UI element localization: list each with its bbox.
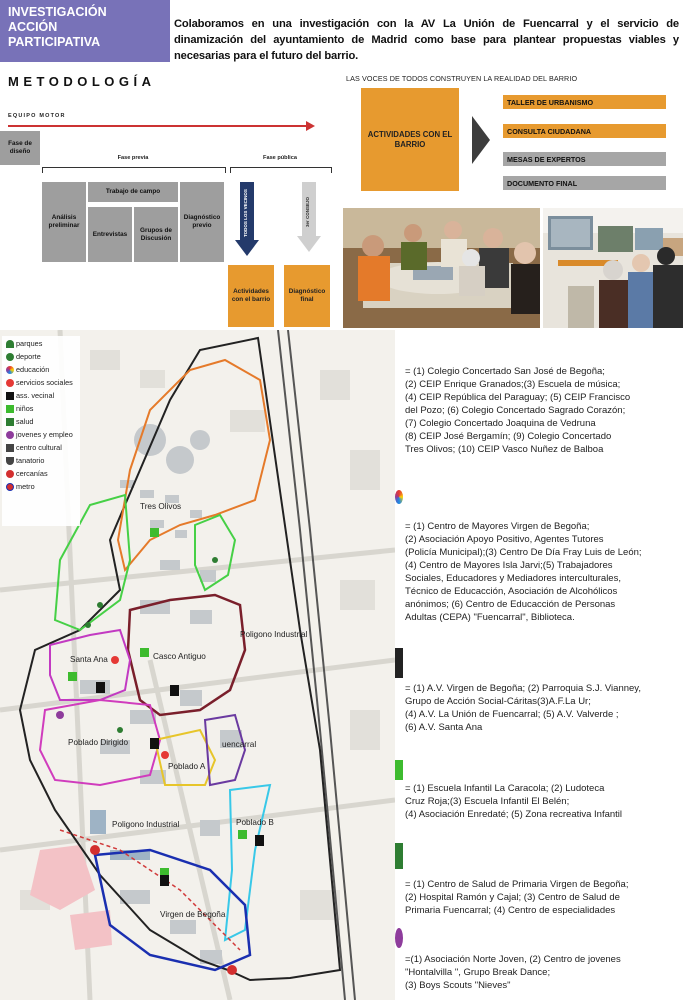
entrevistas-box: Entrevistas xyxy=(88,207,132,262)
list-servicios-sociales xyxy=(405,520,680,624)
voces-item-label: MESAS DE EXPERTOS xyxy=(507,154,586,164)
legend-item xyxy=(6,365,49,374)
fase-previa-bracket xyxy=(42,167,226,173)
metro-icon xyxy=(6,483,14,491)
legend-item xyxy=(6,417,33,426)
timeline-arrow-head xyxy=(306,121,315,131)
voces-item-consulta xyxy=(503,124,666,138)
voces-title: LAS VOCES DE TODOS CONSTRUYEN LA REALIDAD DEL BARRIO xyxy=(346,74,578,83)
trabajo-campo-box: Trabajo de campo xyxy=(88,182,178,202)
actividades-box: Actividades con el barrio xyxy=(228,265,274,327)
legend-item xyxy=(6,404,33,413)
voces-item-mesas xyxy=(503,152,666,166)
legend-label: ass. vecinal xyxy=(16,391,55,400)
legend-item xyxy=(6,378,73,387)
list-line: Cruz Roja;(3) Escuela Infantil El Belén; xyxy=(405,796,570,807)
list-line: (4) CEIP República del Paraguay; (5) CEIP Francisco xyxy=(405,392,631,403)
list-line: "Hontalvilla ", Grupo Break Dance; xyxy=(405,967,551,978)
map-label-poblado-dirigido: Poblado Dirigido xyxy=(68,738,129,747)
legend-label: cercanías xyxy=(16,469,48,478)
fase-diseno-box: Fase de diseño xyxy=(0,131,40,165)
social-icon xyxy=(6,379,14,387)
youth-icon xyxy=(6,431,14,439)
legend-label: jovenes y empleo xyxy=(16,430,73,439)
fase-publica-label: Fase pública xyxy=(263,155,297,161)
list-line: Adultas (CEPA) "Fuencarral", Biblioteca. xyxy=(405,612,575,623)
grupos-box: Grupos de Discusión xyxy=(134,207,178,262)
list-line: = (1) Colegio Concertado San José de Begoña; xyxy=(405,366,605,377)
legend-item xyxy=(6,456,44,465)
list-line: (4) A.V. La Unión de Fuencarral; (5) A.V. Valverde ; xyxy=(405,709,619,720)
equipo-motor-label: EQUIPO MOTOR xyxy=(8,113,66,119)
todos-vecinos-label: TODOS LOS VECINOS xyxy=(243,189,248,237)
map-label-poligono-2: Poligono Industrial xyxy=(112,820,180,829)
diagnostico-final-box: Diagnóstico final xyxy=(284,265,330,327)
map-label-fuencarral: uencarral xyxy=(222,740,257,749)
list-line: Grupo de Acción Social-Cáritas(3)A.F.La Ur; xyxy=(405,696,591,707)
diagnostico-previo-box: Diagnóstico previo xyxy=(180,182,224,262)
list-line: (7) Colegio Concertado Joaquina de Vedruna xyxy=(405,418,596,429)
legend-label: metro xyxy=(16,482,35,491)
legend-item xyxy=(6,482,35,491)
voces-item-label: CONSULTA CIUDADANA xyxy=(507,126,592,136)
neighbors-icon xyxy=(6,392,14,400)
education-icon xyxy=(395,490,403,504)
neighborhood-map xyxy=(0,330,395,1000)
list-line: (2) Hospital Ramón y Cajal; (3) Centro de Salud de xyxy=(405,892,620,903)
legend-label: tanatorio xyxy=(16,456,45,465)
fase-previa-label: Fase previa xyxy=(117,155,149,161)
youth-icon xyxy=(395,928,403,948)
children-icon xyxy=(395,760,403,780)
map-legend xyxy=(2,336,80,526)
list-line: = (1) A.V. Virgen de Begoña; (2) Parroquia S.J. Vianney, xyxy=(405,683,641,694)
voces-item-label: DOCUMENTO FINAL xyxy=(507,178,578,188)
title-line-3: PARTICIPATIVA xyxy=(8,35,101,49)
list-educacion xyxy=(405,365,680,456)
map-label-tres-olivos: Tres Olivos xyxy=(140,502,182,511)
consejo-arrowhead xyxy=(297,236,321,252)
list-ninos xyxy=(405,782,680,821)
workshop-photo xyxy=(343,208,540,328)
map-label-begona: Virgen de Begoña xyxy=(160,910,226,919)
map-label-poblado-a: Poblado A xyxy=(168,762,206,771)
title-line-2: ACCIÓN xyxy=(8,20,58,34)
legend-item xyxy=(6,430,73,439)
health-icon xyxy=(395,843,403,869)
tree-icon xyxy=(6,340,14,348)
list-line: Sociales, Educadores y Mediadores interculturales, xyxy=(405,573,621,584)
list-line: (4) Asociación Enredaté; (5) Zona recreativa Infantil xyxy=(405,809,623,820)
list-line: del Pozo; (6) Colegio Concertado Sagrado Corazón; xyxy=(405,405,626,416)
list-line: (3) Boys Scouts "Nieves" xyxy=(405,980,511,991)
legend-label: parques xyxy=(16,339,43,348)
legend-label: centro cultural xyxy=(16,443,62,452)
exhibition-photo xyxy=(543,208,683,328)
children-icon xyxy=(6,405,14,413)
todos-vecinos-arrowhead xyxy=(235,240,259,256)
education-icon xyxy=(6,366,14,374)
list-line: Primaria Fuencarral; (4) Centro de especialidades xyxy=(405,905,616,916)
legend-item xyxy=(6,469,48,478)
list-line: anónimos; (6) Centro de Educacción de Personas xyxy=(405,599,616,610)
voces-item-label: TALLER DE URBANISMO xyxy=(507,97,594,107)
voces-item-documento xyxy=(503,176,666,190)
list-line: = (1) Centro de Mayores Virgen de Begoña; xyxy=(405,521,590,532)
list-line: Técnico de Educacción, Asociación de Alcohólicos xyxy=(405,586,618,597)
funeral-icon xyxy=(6,457,14,465)
metodologia-title: METODOLOGÍA xyxy=(8,74,156,89)
list-line: (8) CEIP José Bergamín; (9) Colegio Concertado xyxy=(405,431,612,442)
legend-item xyxy=(6,339,42,348)
list-line: (6) A.V. Santa Ana xyxy=(405,722,483,733)
train-icon xyxy=(6,470,14,478)
legend-item xyxy=(6,443,62,452)
page-title xyxy=(0,0,170,62)
legend-item xyxy=(6,352,41,361)
list-salud xyxy=(405,878,680,917)
voces-item-taller xyxy=(503,95,666,109)
health-icon xyxy=(6,418,14,426)
list-line: (2) Asociación Apoyo Positivo, Agentes Tutores xyxy=(405,534,604,545)
list-line: = (1) Centro de Salud de Primaria Virgen de Begoña; xyxy=(405,879,629,890)
map-label-poligono-1: Poligono Industrial xyxy=(240,630,308,639)
sport-icon xyxy=(6,353,14,361)
consejo-label: 3er CONSEJO xyxy=(305,196,310,227)
list-line: Tres Olivos; (10) CEIP Vasco Nuñez de Balboa xyxy=(405,444,604,455)
culture-icon xyxy=(6,444,14,452)
list-line: =(1) Asociación Norte Joven, (2) Centro de jovenes xyxy=(405,954,621,965)
map-label-santa-ana: Santa Ana xyxy=(70,655,108,664)
fase-publica-bracket xyxy=(230,167,332,173)
legend-item xyxy=(6,391,54,400)
chevron-right-icon xyxy=(472,116,490,164)
list-jovenes xyxy=(405,953,680,992)
list-line: (4) Centro de Mayores Isla Jarvi;(5) Trabajadores xyxy=(405,560,613,571)
actividades-barrio-box: ACTIVIDADES CON EL BARRIO xyxy=(361,88,459,191)
legend-label: servicios sociales xyxy=(16,378,73,387)
intro-text: Colaboramos en una investigación con la AV La Unión de Fuencarral y el servicio de dinamización del ayuntamiento de Madrid como base para plantear propuestas viables y necesarias para el futuro del barrio. xyxy=(174,18,679,62)
legend-label: educación xyxy=(16,365,50,374)
title-line-1: INVESTIGACIÓN xyxy=(8,5,107,19)
map-label-poblado-b: Poblado B xyxy=(236,818,274,827)
list-asociaciones xyxy=(405,682,680,734)
analisis-box: Análisis preliminar xyxy=(42,182,86,262)
map-label-casco: Casco Antiguo xyxy=(153,652,206,661)
neighbors-icon xyxy=(395,648,403,678)
list-line: (Policía Municipal);(3) Centro De Día Fray Luis de León; xyxy=(405,547,642,558)
legend-label: deporte xyxy=(16,352,41,361)
timeline-arrow-line xyxy=(8,125,308,127)
list-line: (2) CEIP Enrique Granados;(3) Escuela de música; xyxy=(405,379,621,390)
legend-label: salud xyxy=(16,417,34,426)
legend-label: niños xyxy=(16,404,34,413)
list-line: = (1) Escuela Infantil La Caracola; (2) Ludoteca xyxy=(405,783,605,794)
